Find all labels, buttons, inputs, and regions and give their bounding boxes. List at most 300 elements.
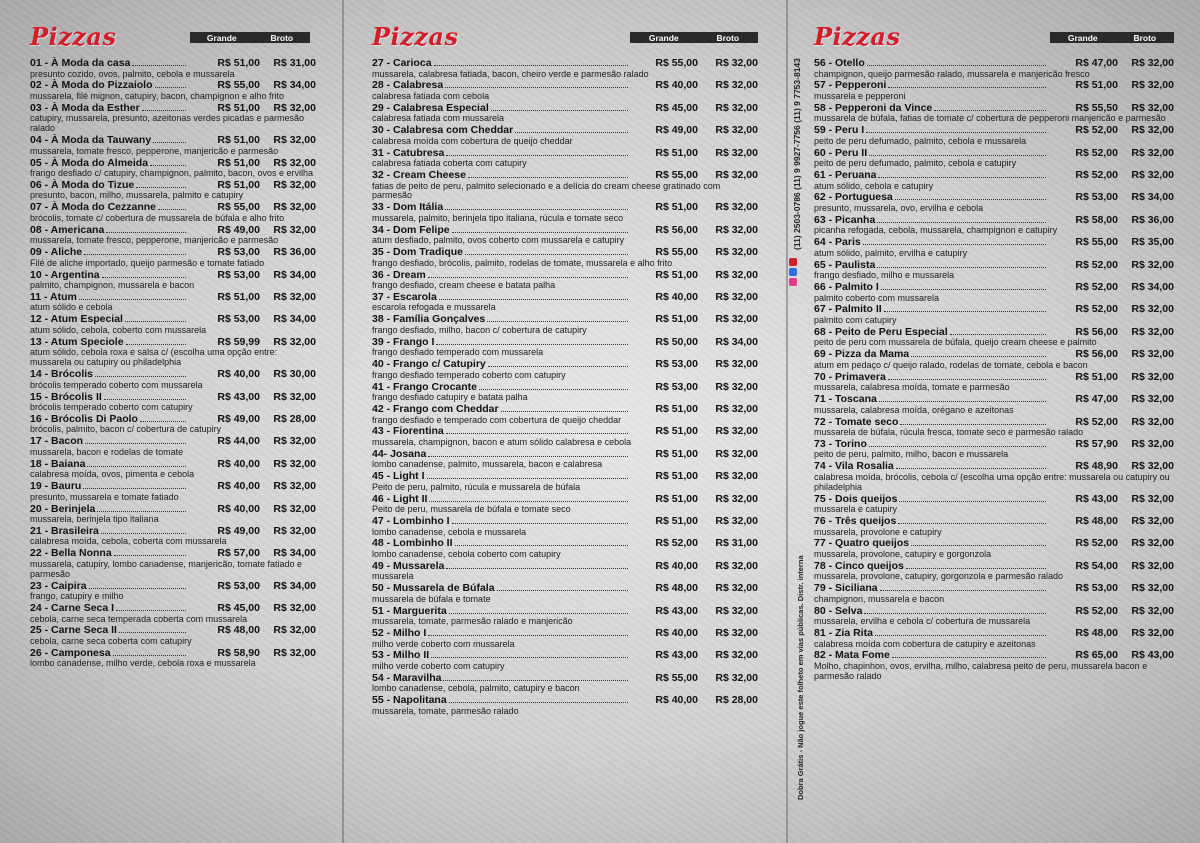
pizza-description: mussarela, provolone e catupiry [814, 526, 942, 537]
dot-leader [864, 613, 1046, 614]
price-grande: R$ 53,00 [217, 313, 260, 326]
menu-item [814, 627, 1174, 649]
pizza-description: mussarela, palmito, berinjela tipo italiana, rúcula e tomate seco [372, 212, 624, 223]
pizza-description: calabresa moída com cobertura de queijo cheddar [372, 135, 573, 146]
dot-leader [142, 110, 186, 111]
menu-item-row [30, 201, 316, 214]
pizza-name: 82 - Mata Fome [814, 649, 890, 662]
price-grande: R$ 40,00 [655, 79, 698, 92]
pizza-description: mussarela, tomate, parmesão ralado [372, 705, 519, 716]
price-grande: R$ 49,00 [217, 223, 260, 236]
pizza-description: mussarela, provolone, catupiry e gorgonzola [814, 548, 992, 559]
pizza-description: presunto, mussarela, ovo, ervilha e cebola [814, 202, 984, 213]
pizza-description: escarola refogada e mussarela [372, 302, 496, 313]
pizza-name: 29 - Calabresa Especial [372, 101, 489, 114]
menu-item [814, 57, 1174, 79]
pizza-name: 61 - Peruana [814, 169, 877, 182]
menu-item [30, 57, 316, 79]
menu-item [814, 560, 1174, 582]
price-broto: R$ 32,00 [715, 403, 758, 415]
dot-leader [452, 523, 628, 524]
pizza-description: calabresa moída, ovos, pimenta e cebola [30, 469, 195, 480]
price-broto: R$ 32,00 [1131, 101, 1174, 114]
menu-item-row [372, 560, 758, 573]
price-grande: R$ 45,00 [217, 602, 260, 615]
dot-leader [487, 321, 628, 322]
fold-line [342, 0, 344, 843]
menu-item [372, 649, 758, 671]
price-grande: R$ 40,00 [217, 457, 260, 470]
price-grande: R$ 52,00 [1075, 303, 1118, 316]
pizza-name: 57 - Pepperoni [814, 79, 887, 92]
price-grande: R$ 52,00 [1075, 169, 1118, 182]
pizza-name: 55 - Napolitana [372, 694, 447, 707]
pizza-description: calabresa fatiada com cebola [372, 90, 490, 101]
item-list [30, 57, 316, 669]
dot-leader [83, 488, 186, 489]
dot-leader [465, 254, 628, 255]
dot-leader [501, 411, 628, 412]
menu-item-row [372, 582, 758, 595]
pizza-description: mussarela de búfala e tomate [372, 593, 491, 604]
menu-item-row [814, 393, 1174, 406]
pizza-description: mussarela, berinjela tipo italiana [30, 514, 159, 525]
dot-leader [452, 232, 628, 233]
menu-item [372, 537, 758, 559]
menu-item [372, 694, 758, 716]
pizza-name: 64 - Paris [814, 236, 861, 249]
menu-item-row [30, 246, 316, 259]
pizza-description: atum sólido, cebola e catupiry [814, 180, 934, 191]
pizza-name: 63 - Picanha [814, 213, 876, 226]
menu-panel-3 [788, 0, 1200, 843]
dot-leader [79, 299, 186, 300]
menu-item [30, 503, 316, 525]
menu-item [814, 537, 1174, 559]
menu-item [30, 547, 316, 579]
menu-item-row [814, 236, 1174, 249]
price-broto: R$ 32,00 [1131, 169, 1174, 182]
dot-leader [875, 635, 1046, 636]
pizza-name: 50 - Mussarela de Búfala [372, 582, 495, 595]
price-broto: R$ 32,00 [715, 246, 758, 259]
dot-leader [85, 443, 186, 444]
menu-item [30, 79, 316, 101]
pizza-description: frango desfiado e temperado com cobertura de queijo cheddar [372, 414, 622, 425]
price-grande: R$ 53,00 [217, 246, 260, 259]
dot-leader [95, 376, 186, 377]
dot-leader [900, 424, 1046, 425]
pizza-description: champignon, mussarela e bacon [814, 593, 945, 604]
pizza-description: frango desfiado catupiry e batata palha [372, 392, 528, 403]
pizza-name: 77 - Quatro queijos [814, 537, 910, 550]
pizza-name: 25 - Carne Seca II [30, 624, 117, 637]
dot-leader [934, 110, 1046, 111]
price-grande: R$ 52,00 [1075, 124, 1118, 137]
dot-leader [906, 568, 1046, 569]
dot-leader [101, 533, 186, 534]
pizza-description: mussarela, provolone, catupiry, gorgonzola e parmesão ralado [814, 571, 1063, 582]
pizza-description: mussarela [372, 571, 414, 582]
menu-item [372, 224, 758, 246]
price-grande: R$ 53,00 [217, 268, 260, 281]
menu-item [814, 493, 1174, 515]
price-grande: R$ 51,00 [655, 313, 698, 326]
menu-item-row [372, 124, 758, 137]
price-broto: R$ 32,00 [1131, 437, 1174, 450]
price-broto: R$ 32,00 [715, 492, 758, 505]
menu-panel-2 [346, 0, 786, 843]
dot-leader [428, 456, 628, 457]
pizza-name: 06 - À Moda do Tizue [30, 178, 135, 191]
menu-item [30, 435, 316, 457]
price-grande: R$ 53,00 [655, 358, 698, 371]
pizza-description: brócolis temperado coberto com mussarela [30, 379, 203, 390]
pizza-description: cebola, carne seca temperada coberta com mussarela [30, 613, 248, 624]
pizza-name: 28 - Calabresa [372, 79, 444, 92]
pizza-name: 49 - Mussarela [372, 559, 445, 572]
pizza-name: 73 - Torino [814, 437, 867, 450]
pizza-name: 43 - Fiorentina [372, 425, 444, 438]
pizza-description: Peito de peru, palmito, rúcula e mussarela de búfala [372, 481, 581, 492]
price-broto: R$ 32,00 [1131, 325, 1174, 338]
menu-item [372, 102, 758, 124]
price-broto: R$ 32,00 [273, 457, 316, 470]
price-broto: R$ 32,00 [715, 124, 758, 137]
price-grande: R$ 51,00 [217, 290, 260, 303]
price-grande: R$ 48,00 [1075, 515, 1118, 528]
pizza-description: mussarela, tomate fresco, pepperone, manjericão e parmesão [30, 235, 279, 246]
dot-leader [896, 468, 1046, 469]
price-broto: R$ 34,00 [273, 313, 316, 326]
menu-item [372, 246, 758, 268]
legal-note: Dobra Grátis - Não jogue este folheto em vias públicas. Distr. interna [796, 555, 805, 800]
menu-item [372, 493, 758, 515]
dot-leader [491, 110, 628, 111]
pizza-name: 09 - Aliche [30, 246, 83, 259]
menu-item [814, 79, 1174, 101]
menu-item [814, 515, 1174, 537]
menu-item-row [372, 313, 758, 326]
price-broto: R$ 32,00 [715, 627, 758, 640]
pizza-name: 65 - Paulista [814, 258, 876, 271]
menu-item [814, 326, 1174, 348]
pizza-description: mussarela, bacon e rodelas de tomate [30, 446, 184, 457]
menu-item [30, 602, 316, 624]
pizza-description: brócolis temperado coberto com catupiry [30, 402, 193, 412]
pizza-name: 44- Josana [372, 447, 427, 460]
price-grande: R$ 54,00 [1075, 559, 1118, 572]
menu-item [30, 269, 316, 291]
price-grande: R$ 48,00 [1075, 627, 1118, 640]
price-grande: R$ 49,00 [217, 524, 260, 537]
dot-leader [488, 366, 628, 367]
pizza-description: peito de peru com mussarela de búfala, queijo cream cheese e palmito [814, 337, 1097, 348]
pizza-name: 12 - Atum Especial [30, 313, 123, 326]
menu-item [30, 102, 316, 134]
price-grande: R$ 51,00 [655, 268, 698, 281]
header-broto: Broto [716, 32, 740, 43]
menu-item [30, 179, 316, 201]
pizza-name: 76 - Três queijos [814, 515, 897, 528]
pizza-name: 18 - Baiana [30, 457, 86, 470]
dot-leader [150, 165, 186, 166]
price-grande: R$ 51,00 [655, 201, 698, 214]
pizza-description: brócolis, palmito, bacon c/ cobertura de catupiry [30, 424, 222, 435]
price-broto: R$ 43,00 [1131, 649, 1174, 662]
menu-item-row [30, 313, 316, 326]
pizza-description: peito de peru, palmito, milho, bacon e mussarela [814, 449, 1009, 460]
price-grande: R$ 52,00 [1075, 281, 1118, 294]
pizza-name: 58 - Pepperoni da Vince [814, 101, 933, 114]
contact-phones: (11) 2503-0786 (11) 9 9927-7756 (11) 9 7753-8143 [792, 58, 802, 250]
menu-item [372, 201, 758, 223]
menu-panel-1 [0, 0, 340, 843]
menu-item [30, 580, 316, 602]
pizza-name: 03 - À Moda da Esther [30, 101, 140, 114]
dot-leader [468, 177, 628, 178]
menu-item [30, 313, 316, 335]
price-grande: R$ 57,90 [1075, 437, 1118, 450]
header-grande: Grande [1067, 32, 1098, 43]
menu-item [30, 368, 316, 390]
dot-leader [428, 635, 628, 636]
pizza-description: Molho, chapinhon, ovos, ervilha, milho, calabresa peito de peru, mussarela bacon e parmesão ralado [814, 660, 1148, 681]
app-icon [789, 278, 797, 286]
pizza-name: 56 - Otello [814, 57, 865, 69]
pizza-name: 59 - Peru I [814, 124, 865, 137]
app-icon [789, 268, 797, 276]
price-grande: R$ 65,00 [1075, 649, 1118, 662]
panel-title: Pizzas [372, 22, 459, 51]
pizza-description: mussarela, calabresa fatiada, bacon, cheiro verde e parmesão ralado [372, 68, 649, 79]
pizza-name: 52 - Milho I [372, 627, 427, 640]
dot-leader [446, 433, 628, 434]
pizza-description: palmito com catupiry [814, 314, 897, 325]
price-broto: R$ 32,00 [273, 602, 316, 615]
pizza-description: frango, catupiry e milho [30, 591, 124, 602]
menu-item [30, 647, 316, 669]
price-grande: R$ 51,00 [655, 403, 698, 415]
dot-leader [895, 199, 1046, 200]
price-broto: R$ 35,00 [1131, 236, 1174, 249]
pizza-name: 23 - Caipira [30, 579, 87, 592]
price-grande: R$ 44,00 [217, 435, 260, 448]
dot-leader [449, 702, 628, 703]
price-broto: R$ 32,00 [1131, 515, 1174, 528]
price-grande: R$ 43,00 [655, 604, 698, 617]
pizza-name: 11 - Atum [30, 290, 77, 303]
dot-leader [114, 555, 186, 556]
menu-item [814, 582, 1174, 604]
price-broto: R$ 32,00 [273, 290, 316, 303]
pizza-name: 54 - Maravilha [372, 671, 442, 684]
price-grande: R$ 55,00 [655, 169, 698, 182]
pizza-name: 51 - Marguerita [372, 604, 447, 617]
price-broto: R$ 32,00 [1131, 258, 1174, 271]
price-broto: R$ 32,00 [273, 435, 316, 448]
price-grande: R$ 51,00 [655, 425, 698, 438]
price-grande: R$ 40,00 [655, 694, 698, 707]
pizza-description: mussarela, calabresa moída, orégano e azeitonas [814, 404, 1014, 415]
price-broto: R$ 34,00 [273, 579, 316, 592]
menu-item [372, 336, 758, 358]
price-broto: R$ 32,00 [273, 335, 316, 348]
price-grande: R$ 51,00 [1075, 79, 1118, 92]
price-grande: R$ 51,00 [655, 447, 698, 460]
pizza-description: peito de peru defumado, palmito, cebola e mussarela [814, 135, 1027, 146]
pizza-name: 48 - Lombinho II [372, 537, 453, 550]
menu-item [814, 303, 1174, 325]
menu-item [372, 425, 758, 447]
dot-leader [899, 501, 1046, 502]
menu-item [814, 605, 1174, 627]
menu-item-row [372, 627, 758, 640]
pizza-name: 26 - Camponesa [30, 646, 111, 659]
menu-item [372, 313, 758, 335]
price-broto: R$ 32,00 [273, 178, 316, 191]
price-broto: R$ 32,00 [273, 480, 316, 493]
dot-leader [155, 87, 186, 88]
price-grande: R$ 55,00 [217, 201, 260, 214]
pizza-description: palmito, champignon, mussarela e bacon [30, 280, 195, 291]
price-grande: R$ 57,00 [217, 547, 260, 560]
pizza-name: 22 - Bella Nonna [30, 547, 112, 560]
pizza-name: 07 - À Moda do Cezzanne [30, 201, 157, 214]
price-broto: R$ 34,00 [273, 268, 316, 281]
menu-item [372, 448, 758, 470]
menu-item-row [30, 480, 316, 493]
menu-item [372, 582, 758, 604]
pizza-description: frango desfiado, milho e mussarela [814, 270, 955, 281]
pizza-name: 62 - Portuguesa [814, 191, 893, 204]
price-broto: R$ 32,00 [715, 268, 758, 281]
dot-leader [888, 379, 1046, 380]
dot-leader [436, 344, 628, 345]
price-grande: R$ 53,00 [655, 380, 698, 393]
pizza-name: 21 - Brasileira [30, 524, 99, 537]
price-broto: R$ 31,00 [273, 57, 316, 69]
pizza-name: 74 - Vila Rosalia [814, 460, 894, 473]
price-broto: R$ 32,00 [273, 646, 316, 659]
price-broto: R$ 30,00 [273, 368, 316, 381]
pizza-description: lombo canadense, cebola, palmito, catupiry e bacon [372, 683, 580, 694]
app-icon [789, 258, 797, 266]
dot-leader [479, 389, 628, 390]
dot-leader [116, 610, 186, 611]
pizza-name: 53 - Milho II [372, 649, 430, 662]
price-grande: R$ 58,90 [217, 646, 260, 659]
price-broto: R$ 32,00 [715, 515, 758, 528]
dot-leader [97, 511, 186, 512]
price-grande: R$ 55,00 [655, 671, 698, 684]
pizza-description: lombo canadense, cebola coberto com catupiry [372, 548, 561, 559]
price-broto: R$ 34,00 [273, 547, 316, 560]
pizza-description: cebola, carne seca coberta com catupiry [30, 635, 192, 646]
dot-leader [446, 568, 628, 569]
menu-item [372, 560, 758, 582]
menu-item [372, 403, 758, 425]
price-broto: R$ 32,00 [715, 201, 758, 214]
pizza-description: presunto, mussarela e tomate fatiado [30, 491, 179, 502]
menu-item [30, 525, 316, 547]
dot-leader [427, 478, 629, 479]
menu-item-row [30, 57, 316, 70]
dot-leader [102, 277, 186, 278]
pizza-description: mussarela, champignon, bacon e atum sólido calabresa e cebola [372, 436, 632, 447]
menu-item [30, 391, 316, 413]
dot-leader [113, 655, 186, 656]
price-grande: R$ 47,00 [1075, 57, 1118, 69]
pizza-name: 42 - Frango com Cheddar [372, 403, 499, 415]
pizza-description: presunto cozido, ovos, palmito, cebola e mussarela [30, 68, 235, 79]
dot-leader [877, 267, 1046, 268]
pizza-name: 19 - Bauru [30, 480, 82, 493]
pizza-name: 70 - Primavera [814, 370, 886, 383]
pizza-name: 04 - À Moda da Tauwany [30, 134, 152, 147]
dot-leader [911, 545, 1046, 546]
pizza-description: mussarela e pepperoni [814, 90, 906, 101]
menu-item [814, 281, 1174, 303]
header-broto: Broto [1133, 32, 1157, 43]
pizza-description: Peito de peru, mussarela de búfala e tomate seco [372, 504, 571, 515]
price-broto: R$ 32,00 [715, 79, 758, 92]
pizza-name: 66 - Palmito I [814, 281, 879, 294]
price-grande: R$ 47,00 [1075, 393, 1118, 406]
price-grande: R$ 43,00 [655, 649, 698, 662]
menu-item-row [372, 201, 758, 214]
pizza-description: atum sólido, palmito, ervilha e catupiry [814, 247, 968, 258]
dot-leader [106, 232, 186, 233]
pizza-description: atum sólido, cebola roxa e salsa c/ (escolha uma opção entre: mussarela ou catupiry ou philadelphia [30, 347, 278, 368]
menu-item-row [814, 124, 1174, 137]
menu-item [30, 480, 316, 502]
menu-item [30, 413, 316, 435]
dot-leader [898, 523, 1046, 524]
menu-item [372, 169, 758, 201]
price-grande: R$ 53,00 [1075, 191, 1118, 204]
price-broto: R$ 32,00 [715, 57, 758, 69]
pizza-name: 37 - Escarola [372, 290, 437, 303]
price-grande: R$ 51,00 [217, 57, 260, 69]
price-grande: R$ 45,00 [655, 101, 698, 114]
dot-leader [881, 289, 1046, 290]
dot-leader [89, 588, 186, 589]
dot-leader [434, 65, 628, 66]
dot-leader [863, 244, 1046, 245]
price-grande: R$ 52,00 [1075, 537, 1118, 550]
price-grande: R$ 40,00 [217, 368, 260, 381]
dot-leader [431, 657, 628, 658]
pizza-name: 08 - Americana [30, 223, 105, 236]
pizza-description: presunto, bacon, milho, mussarela, palmito e catupiry [30, 190, 244, 201]
pizza-description: mussarela, tomate, parmesão ralado e manjericão [372, 616, 573, 627]
price-broto: R$ 32,00 [715, 447, 758, 460]
price-broto: R$ 32,00 [1131, 627, 1174, 640]
pizza-description: Filé de aliche importado, queijo parmesão e tomate fatiado [30, 257, 265, 268]
pizza-name: 80 - Selva [814, 604, 863, 617]
menu-item-row [372, 57, 758, 70]
pizza-name: 72 - Tomate seco [814, 415, 899, 428]
dot-leader [87, 466, 186, 467]
price-header [190, 32, 310, 43]
price-grande: R$ 55,50 [1075, 101, 1118, 114]
menu-item [814, 393, 1174, 415]
price-grande: R$ 59,99 [217, 335, 260, 348]
price-grande: R$ 55,00 [1075, 236, 1118, 249]
menu-item [30, 201, 316, 223]
dot-leader [880, 590, 1046, 591]
